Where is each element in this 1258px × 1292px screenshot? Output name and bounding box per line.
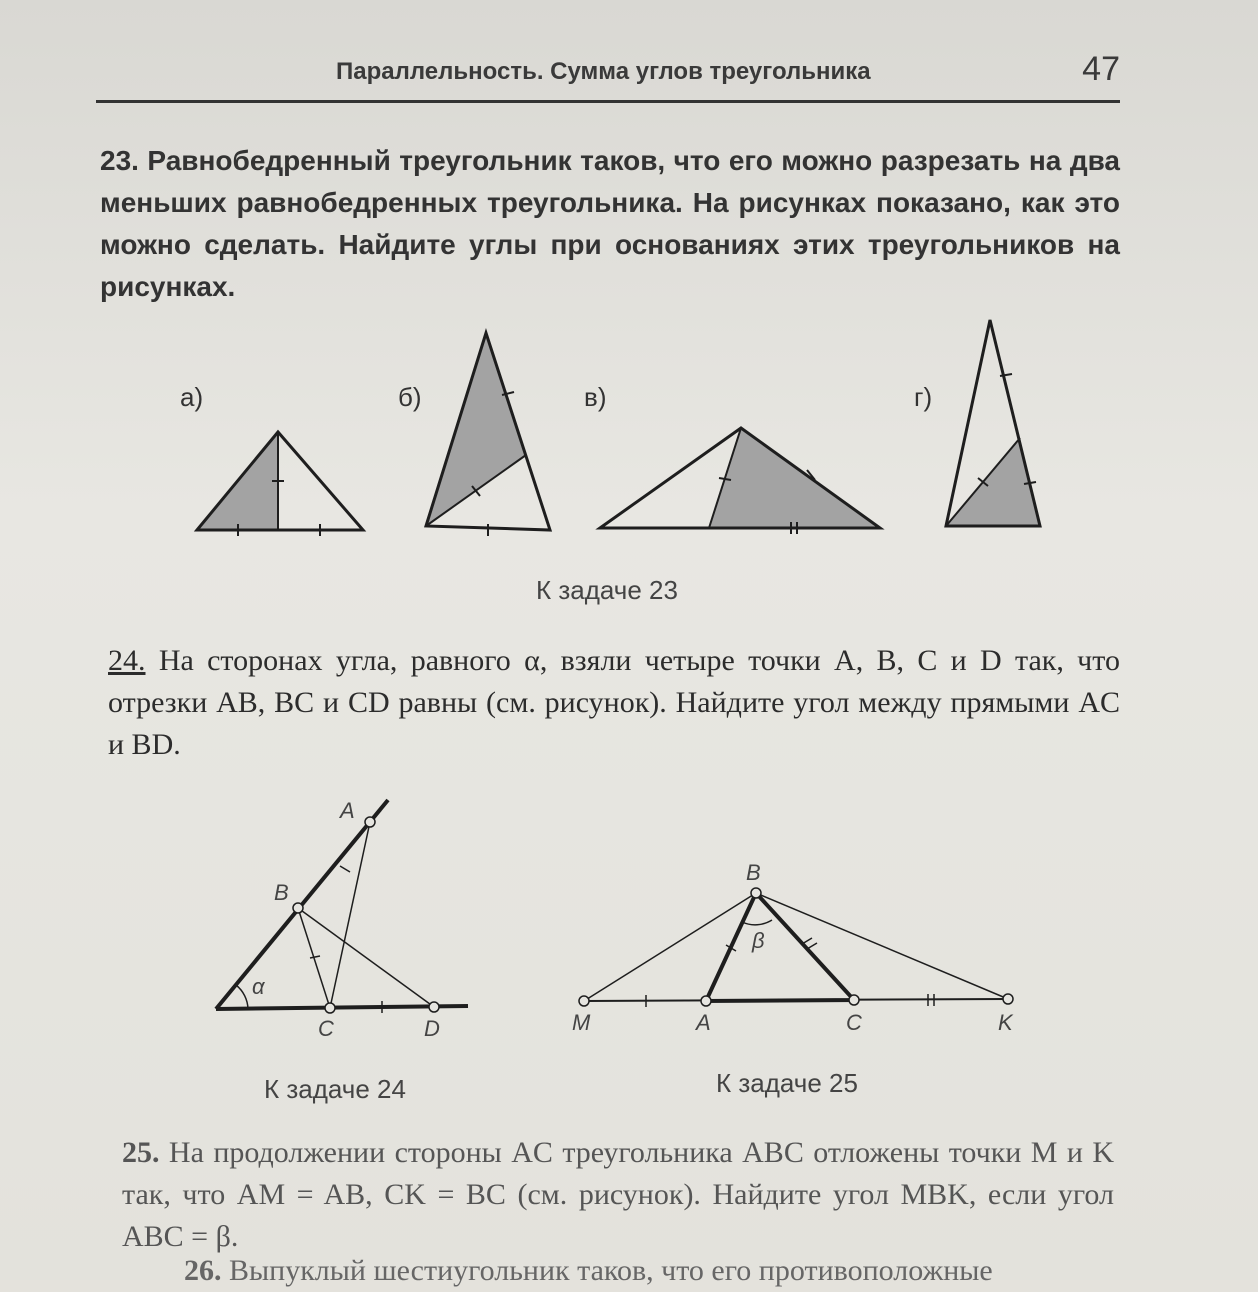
problem-23-text: Равнобедренный треугольник таков, что его можно разрезать на два меньших равнобедренных треугольника. На рисунках показано, как это можно сделать. Найдите углы при основаниях этих треугольников на рисунках. xyxy=(100,145,1121,302)
point-c xyxy=(325,1003,335,1013)
problem-26 xyxy=(184,1250,1114,1292)
figure-label-g: г) xyxy=(914,382,933,412)
point-a xyxy=(701,996,711,1006)
problem-26-text: Выпуклый шестиугольник таков, что его противоположные xyxy=(229,1254,993,1287)
segment-ca xyxy=(330,822,370,1008)
label-point-c-25: C xyxy=(846,1010,862,1035)
label-point-d: D xyxy=(424,1016,440,1041)
label-point-c: C xyxy=(318,1016,334,1041)
caption-problem-25: К задаче 25 xyxy=(716,1068,858,1098)
figure-problem-25 xyxy=(579,888,1013,1007)
point-m xyxy=(579,996,589,1006)
page-number: 47 xyxy=(1082,50,1120,88)
caption-problem-23: К задаче 23 xyxy=(536,575,678,605)
problem-24-text: На сторонах угла, равного α, взяли четыре точки A, B, C и D так, что отрезки AB, BC и CD равны (см. рисунок). Найдите угол между прямыми AC и BD. xyxy=(108,644,1120,761)
label-point-a: A xyxy=(340,798,355,823)
problem-26-number: 26. xyxy=(184,1254,222,1287)
figure-label-v: в) xyxy=(584,382,607,412)
problem-25-number: 25. xyxy=(122,1136,160,1169)
point-c xyxy=(849,995,859,1005)
tick xyxy=(802,938,812,944)
label-point-b: B xyxy=(274,880,289,905)
angle-beta-arc xyxy=(742,920,772,925)
segment-bd xyxy=(298,908,434,1007)
problem-25 xyxy=(122,1132,1114,1258)
label-point-b-25: B xyxy=(746,860,761,885)
figure-label-a: а) xyxy=(180,382,204,412)
point-a xyxy=(365,817,375,827)
figure-label-b: б) xyxy=(398,382,422,412)
tick xyxy=(310,956,320,958)
segment-bc xyxy=(298,908,330,1008)
angle-alpha-arc xyxy=(236,985,248,1009)
label-alpha: α xyxy=(252,974,265,999)
caption-problem-24: К задаче 24 xyxy=(264,1074,406,1104)
tick xyxy=(807,943,817,949)
problem-24-number: 24. xyxy=(108,644,146,677)
segment-bk xyxy=(756,893,1008,999)
point-b xyxy=(293,903,303,913)
problem-23-number: 23. xyxy=(100,145,139,176)
label-beta: β xyxy=(752,928,765,953)
point-k xyxy=(1003,994,1013,1004)
page-header-title: Параллельность. Сумма углов треугольника xyxy=(336,58,871,85)
point-b xyxy=(751,888,761,898)
problem-25-text: На продолжении стороны AC треугольника ABC отложены точки M и K так, что AM = AB, CK = BC (см. рисунок). Найдите угол MBK, если угол ABC = β. xyxy=(122,1136,1114,1253)
label-point-a-25: A xyxy=(696,1010,711,1035)
tick xyxy=(340,866,350,872)
label-point-m: M xyxy=(572,1010,591,1035)
point-d xyxy=(429,1002,439,1012)
label-point-k: K xyxy=(998,1010,1013,1035)
